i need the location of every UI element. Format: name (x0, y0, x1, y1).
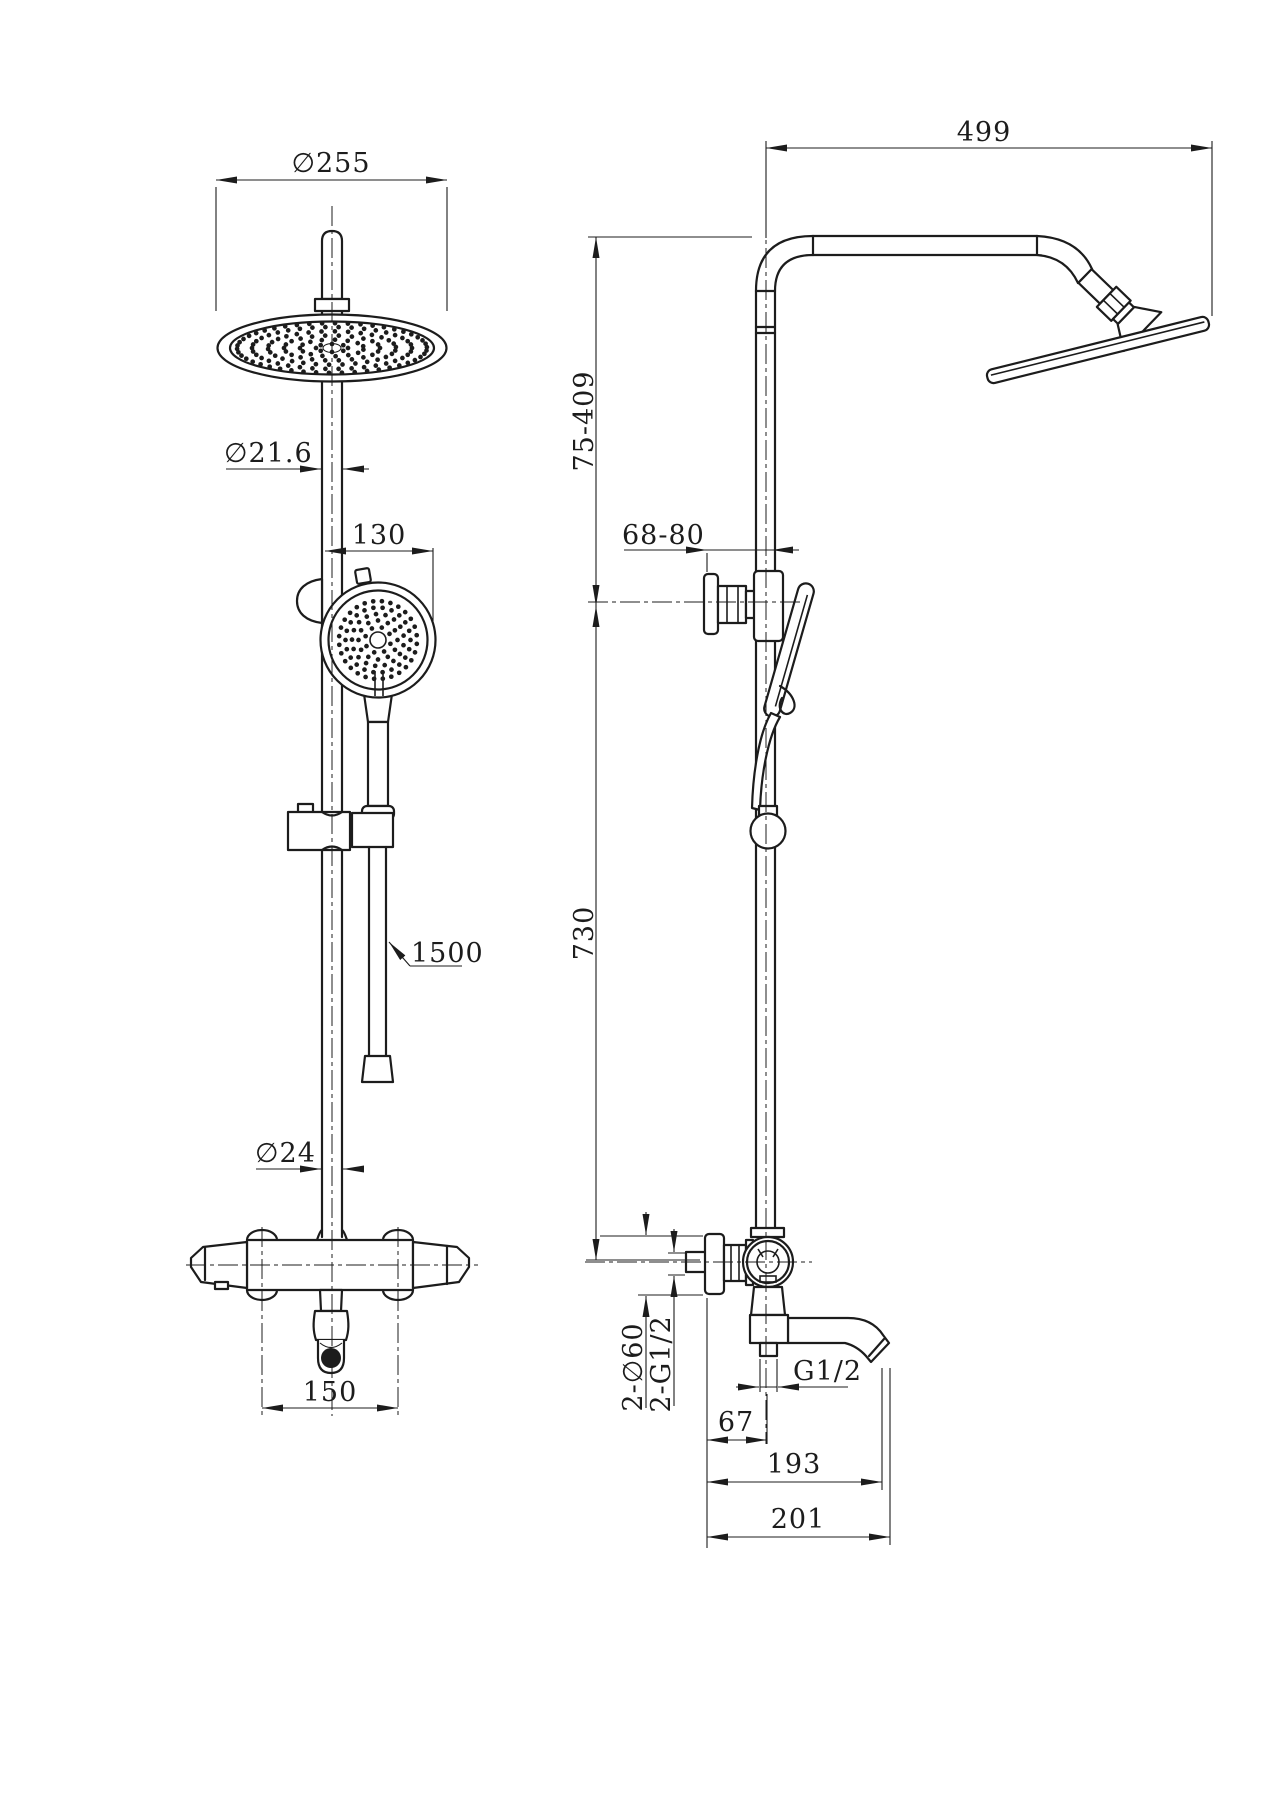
dim-label-upper-adjust-range: 75-409 (569, 370, 600, 472)
mixer-valve-side (686, 1228, 889, 1362)
hose-end-fitting (362, 1056, 393, 1082)
wall-bracket-side (704, 571, 783, 641)
dim-label-hose-length: 1500 (411, 938, 484, 969)
handshower-handle (368, 722, 388, 806)
hose-front (362, 847, 393, 1082)
spout-neck-front (320, 1290, 342, 1311)
handshower-clip (355, 568, 371, 584)
dim-inlet-thread (646, 1229, 685, 1413)
dim-hose-length (389, 938, 484, 969)
overhead-shower-side (986, 257, 1211, 385)
mixer-body-front (191, 1230, 469, 1373)
dim-label-escutcheon: 2-∅60 (618, 1322, 649, 1412)
side-view-assembly (686, 236, 1210, 1362)
dim-label-spout-reach: 193 (766, 1449, 822, 1480)
dim-inlet-center-distance (262, 1377, 398, 1408)
dim-column-length (569, 606, 700, 1260)
handshower-front (297, 568, 436, 819)
side-riser-pipe (756, 236, 1092, 1231)
spout-opening (321, 1348, 341, 1368)
dim-label-inlet-thread: 2-G1/2 (646, 1315, 677, 1413)
head-plate-side (986, 316, 1211, 385)
dim-label-spout-thread: G1/2 (793, 1356, 863, 1387)
dim-label-handshower-offset: 130 (351, 520, 407, 551)
wall-escutcheon-upper (704, 574, 718, 634)
wall-escutcheon-lower (705, 1234, 724, 1294)
handshower-face-outer (321, 583, 436, 698)
pipe-sleeve (754, 571, 783, 641)
dim-spout-thread (736, 1356, 862, 1392)
dim-upper-pipe-diameter (224, 438, 369, 469)
dim-label-arm-reach: 499 (956, 117, 1012, 148)
front-view-assembly (191, 231, 469, 1373)
dim-label-column-length: 730 (569, 905, 600, 961)
dim-bracket-wall-distance (622, 520, 799, 572)
dim-label-bracket-wall-distance: 68-80 (622, 520, 705, 551)
dim-lower-pipe-diameter (255, 1138, 363, 1169)
dim-label-wall-to-axis: 67 (717, 1407, 755, 1438)
spout-thread-stub (760, 1343, 777, 1356)
dim-arm-reach (766, 117, 1212, 316)
side-dimensions (569, 117, 1212, 1548)
dim-label-upper-pipe-diameter: ∅21.6 (224, 438, 313, 469)
holder-knob (297, 579, 322, 623)
dim-label-head-diameter: ∅255 (291, 148, 371, 179)
dim-label-spout-overall-reach: 201 (770, 1504, 826, 1535)
dim-label-inlet-center-distance: 150 (302, 1377, 358, 1408)
dim-label-lower-pipe-diameter: ∅24 (255, 1138, 316, 1169)
